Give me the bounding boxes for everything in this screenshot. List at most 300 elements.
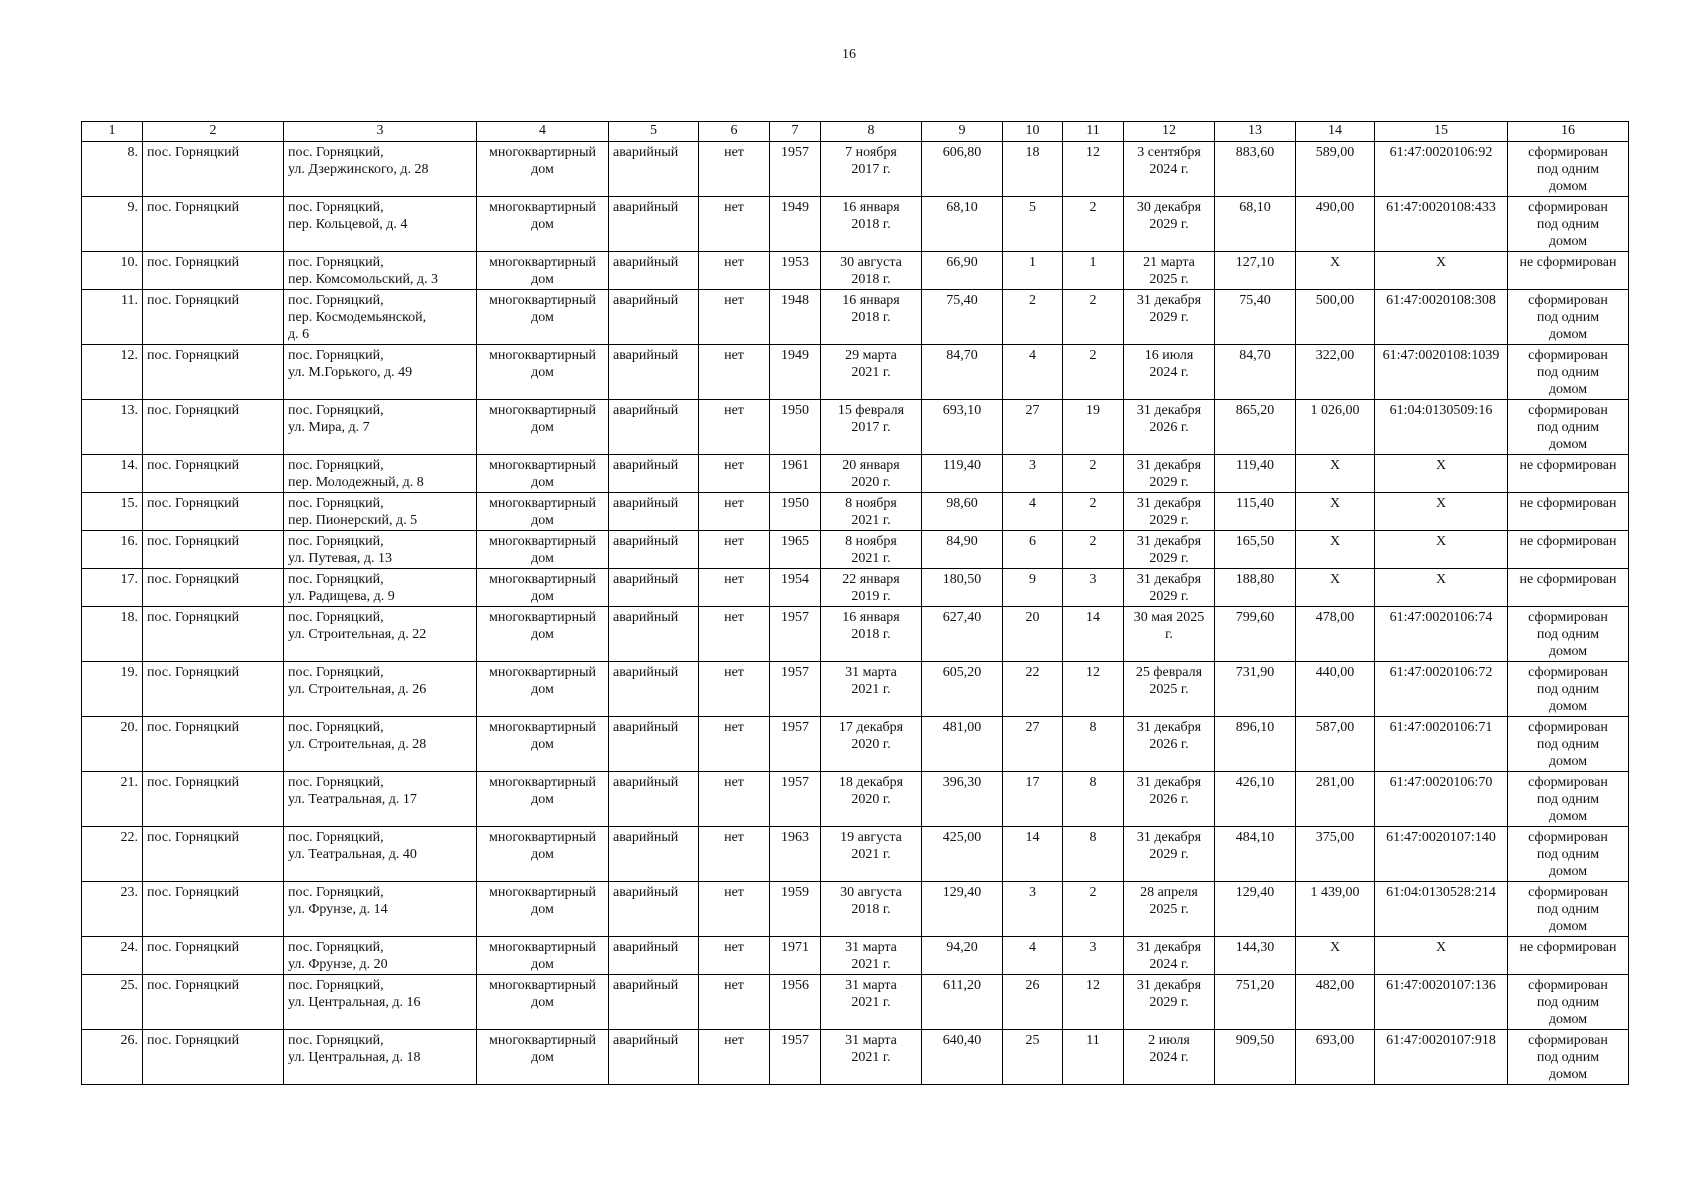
- cell-line: под одним: [1536, 682, 1600, 697]
- cell-cadastral: 61:47:0020106:74: [1375, 607, 1508, 662]
- cell-area: 611,20: [922, 975, 1003, 1030]
- cell-residents: 4: [1003, 937, 1063, 975]
- cell-flag: нет: [699, 827, 770, 882]
- header-cell: 10: [1003, 122, 1063, 142]
- cell-area: 605,20: [922, 662, 1003, 717]
- cell-line: 2021 г.: [851, 365, 891, 380]
- cell-deadline: [1124, 400, 1215, 455]
- cell-line: 2024 г.: [1149, 365, 1189, 380]
- cell-area: 98,60: [922, 493, 1003, 531]
- cell-year: 1959: [770, 882, 821, 937]
- cell-status: [1508, 197, 1629, 252]
- cell-date-recognized: [821, 252, 922, 290]
- cell-line: пос. Горняцкий,: [288, 496, 384, 511]
- cell-line: 2 июля: [1148, 1033, 1190, 1048]
- cell-num: 18.: [82, 607, 143, 662]
- cell-settlement: пос. Горняцкий: [143, 493, 284, 531]
- cell-line: 2021 г.: [851, 513, 891, 528]
- cell-line: пос. Горняцкий,: [288, 403, 384, 418]
- cell-land-area: 587,00: [1296, 717, 1375, 772]
- cell-line: 2029 г.: [1149, 513, 1189, 528]
- cell-rooms: 3: [1063, 937, 1124, 975]
- cell-deadline: [1124, 772, 1215, 827]
- cell-line: многоквартирный: [488, 885, 596, 900]
- table-row: [82, 1030, 1629, 1085]
- cell-line: 2021 г.: [851, 847, 891, 862]
- cell-rooms: 12: [1063, 142, 1124, 197]
- cell-state: аварийный: [609, 662, 699, 717]
- cell-num: 25.: [82, 975, 143, 1030]
- cell-type: [477, 937, 609, 975]
- cell-address: [284, 662, 477, 717]
- cell-line: 2029 г.: [1149, 847, 1189, 862]
- cell-rooms: 14: [1063, 607, 1124, 662]
- cell-rooms: 1: [1063, 252, 1124, 290]
- cell-line: 31 марта: [845, 940, 897, 955]
- cell-area2: 84,70: [1215, 345, 1296, 400]
- cell-area2: 127,10: [1215, 252, 1296, 290]
- cell-line: 31 марта: [845, 978, 897, 993]
- cell-status: [1508, 493, 1629, 531]
- header-row: [82, 122, 1629, 142]
- cell-line: 16 января: [842, 293, 900, 308]
- cell-line: сформирован: [1528, 200, 1608, 215]
- cell-area: 606,80: [922, 142, 1003, 197]
- cell-status: [1508, 345, 1629, 400]
- cell-line: 8 ноября: [845, 496, 897, 511]
- cell-line: многоквартирный: [488, 293, 596, 308]
- cell-line: 2029 г.: [1149, 310, 1189, 325]
- cell-address: [284, 882, 477, 937]
- cell-line: 18 декабря: [838, 775, 904, 790]
- cell-area2: 909,50: [1215, 1030, 1296, 1085]
- cell-type: [477, 345, 609, 400]
- cell-num: 20.: [82, 717, 143, 772]
- cell-state: аварийный: [609, 493, 699, 531]
- cell-line: пос. Горняцкий,: [288, 145, 384, 160]
- cell-year: 1948: [770, 290, 821, 345]
- header-cell: 5: [609, 122, 699, 142]
- cell-line: 2020 г.: [851, 737, 891, 752]
- cell-line: сформирован: [1528, 665, 1608, 680]
- cell-line: многоквартирный: [488, 940, 596, 955]
- cell-status: [1508, 531, 1629, 569]
- cell-num: 16.: [82, 531, 143, 569]
- cell-settlement: пос. Горняцкий: [143, 197, 284, 252]
- cell-state: аварийный: [609, 937, 699, 975]
- cell-line: 20 января: [842, 458, 900, 473]
- cell-date-recognized: [821, 142, 922, 197]
- cell-line: 31 декабря: [1136, 458, 1202, 473]
- cell-line: под одним: [1536, 792, 1600, 807]
- cell-flag: нет: [699, 142, 770, 197]
- cell-area: 425,00: [922, 827, 1003, 882]
- cell-area: 75,40: [922, 290, 1003, 345]
- cell-line: под одним: [1536, 847, 1600, 862]
- cell-status: [1508, 400, 1629, 455]
- cell-date-recognized: [821, 662, 922, 717]
- cell-deadline: [1124, 827, 1215, 882]
- cell-rooms: 19: [1063, 400, 1124, 455]
- cell-line: ул. Центральная, д. 16: [288, 995, 421, 1010]
- cell-num: 11.: [82, 290, 143, 345]
- cell-status: [1508, 1030, 1629, 1085]
- table-row: [82, 937, 1629, 975]
- cell-land-area: 478,00: [1296, 607, 1375, 662]
- cell-line: сформирован: [1528, 293, 1608, 308]
- cell-line: 31 декабря: [1136, 293, 1202, 308]
- cell-status: [1508, 772, 1629, 827]
- cell-cadastral: 61:04:0130509:16: [1375, 400, 1508, 455]
- cell-deadline: [1124, 142, 1215, 197]
- cell-residents: 20: [1003, 607, 1063, 662]
- cell-rooms: 2: [1063, 455, 1124, 493]
- cell-settlement: пос. Горняцкий: [143, 1030, 284, 1085]
- cell-line: 2024 г.: [1149, 1050, 1189, 1065]
- cell-line: 2020 г.: [851, 792, 891, 807]
- cell-line: под одним: [1536, 902, 1600, 917]
- cell-state: аварийный: [609, 717, 699, 772]
- cell-line: 3 сентября: [1137, 145, 1201, 160]
- cell-address: [284, 252, 477, 290]
- table-row: [82, 197, 1629, 252]
- cell-line: сформирован: [1528, 403, 1608, 418]
- cell-state: аварийный: [609, 142, 699, 197]
- cell-state: аварийный: [609, 400, 699, 455]
- cell-line: 2026 г.: [1149, 792, 1189, 807]
- cell-flag: нет: [699, 290, 770, 345]
- cell-num: 17.: [82, 569, 143, 607]
- cell-area2: 75,40: [1215, 290, 1296, 345]
- cell-line: дом: [531, 217, 554, 232]
- cell-area: 84,90: [922, 531, 1003, 569]
- cell-line: 2018 г.: [851, 310, 891, 325]
- cell-area: 66,90: [922, 252, 1003, 290]
- cell-settlement: пос. Горняцкий: [143, 717, 284, 772]
- cell-state: аварийный: [609, 607, 699, 662]
- cell-area2: 896,10: [1215, 717, 1296, 772]
- cell-residents: 4: [1003, 345, 1063, 400]
- cell-line: 2018 г.: [851, 217, 891, 232]
- table-row: [82, 717, 1629, 772]
- cell-state: аварийный: [609, 197, 699, 252]
- cell-line: 31 марта: [845, 1033, 897, 1048]
- cell-line: сформирован: [1528, 610, 1608, 625]
- cell-line: многоквартирный: [488, 496, 596, 511]
- cell-land-area: X: [1296, 937, 1375, 975]
- cell-line: пос. Горняцкий,: [288, 572, 384, 587]
- cell-line: 2029 г.: [1149, 551, 1189, 566]
- cell-line: 17 декабря: [838, 720, 904, 735]
- cell-line: 30 августа: [840, 255, 902, 270]
- cell-line: 16 июля: [1144, 348, 1194, 363]
- cell-residents: 6: [1003, 531, 1063, 569]
- cell-residents: 3: [1003, 882, 1063, 937]
- cell-flag: нет: [699, 493, 770, 531]
- header-cell: 16: [1508, 122, 1629, 142]
- cell-land-area: 1 026,00: [1296, 400, 1375, 455]
- cell-type: [477, 400, 609, 455]
- table-row: [82, 400, 1629, 455]
- cell-line: 2018 г.: [851, 902, 891, 917]
- cell-line: 2021 г.: [851, 682, 891, 697]
- header-cell: 13: [1215, 122, 1296, 142]
- cell-status: [1508, 142, 1629, 197]
- cell-settlement: пос. Горняцкий: [143, 772, 284, 827]
- cell-type: [477, 197, 609, 252]
- cell-type: [477, 1030, 609, 1085]
- cell-residents: 4: [1003, 493, 1063, 531]
- cell-year: 1965: [770, 531, 821, 569]
- cell-address: [284, 772, 477, 827]
- cell-line: пер. Пионерский, д. 5: [288, 513, 418, 528]
- cell-type: [477, 772, 609, 827]
- cell-deadline: [1124, 197, 1215, 252]
- cell-rooms: 8: [1063, 717, 1124, 772]
- cell-flag: нет: [699, 252, 770, 290]
- cell-line: под одним: [1536, 627, 1600, 642]
- cell-residents: 27: [1003, 400, 1063, 455]
- header-cell: 3: [284, 122, 477, 142]
- cell-area: 640,40: [922, 1030, 1003, 1085]
- cell-line: 16 января: [842, 610, 900, 625]
- cell-year: 1949: [770, 197, 821, 252]
- header-cell: 7: [770, 122, 821, 142]
- cell-year: 1957: [770, 607, 821, 662]
- cell-line: не сформирован: [1519, 496, 1617, 511]
- cell-deadline: [1124, 493, 1215, 531]
- cell-flag: нет: [699, 937, 770, 975]
- cell-deadline: [1124, 531, 1215, 569]
- cell-address: [284, 455, 477, 493]
- cell-area2: 129,40: [1215, 882, 1296, 937]
- cell-date-recognized: [821, 772, 922, 827]
- cell-line: 2026 г.: [1149, 420, 1189, 435]
- cell-line: 2029 г.: [1149, 995, 1189, 1010]
- cell-cadastral: 61:47:0020106:70: [1375, 772, 1508, 827]
- cell-date-recognized: [821, 717, 922, 772]
- cell-line: домом: [1548, 1067, 1588, 1082]
- cell-deadline: [1124, 252, 1215, 290]
- cell-area2: 484,10: [1215, 827, 1296, 882]
- cell-deadline: [1124, 1030, 1215, 1085]
- cell-line: ул. Фрунзе, д. 14: [288, 902, 388, 917]
- cell-date-recognized: [821, 290, 922, 345]
- table-row: [82, 142, 1629, 197]
- cell-line: многоквартирный: [488, 665, 596, 680]
- table-row: [82, 607, 1629, 662]
- table-row: [82, 662, 1629, 717]
- cell-line: сформирован: [1528, 775, 1608, 790]
- header-cell: 6: [699, 122, 770, 142]
- cell-line: многоквартирный: [488, 534, 596, 549]
- cell-line: ул. Строительная, д. 28: [288, 737, 427, 752]
- cell-line: 29 марта: [845, 348, 897, 363]
- cell-cadastral: 61:47:0020106:92: [1375, 142, 1508, 197]
- cell-settlement: пос. Горняцкий: [143, 345, 284, 400]
- cell-rooms: 2: [1063, 882, 1124, 937]
- cell-area: 627,40: [922, 607, 1003, 662]
- table-row: [82, 493, 1629, 531]
- cell-settlement: пос. Горняцкий: [143, 607, 284, 662]
- cell-year: 1957: [770, 142, 821, 197]
- cell-rooms: 2: [1063, 493, 1124, 531]
- cell-line: под одним: [1536, 737, 1600, 752]
- cell-num: 9.: [82, 197, 143, 252]
- cell-status: [1508, 252, 1629, 290]
- cell-line: 2018 г.: [851, 627, 891, 642]
- cell-line: 28 апреля: [1140, 885, 1198, 900]
- cell-deadline: [1124, 569, 1215, 607]
- cell-line: 31 декабря: [1136, 940, 1202, 955]
- cell-cadastral: 61:04:0130528:214: [1375, 882, 1508, 937]
- cell-num: 23.: [82, 882, 143, 937]
- cell-line: под одним: [1536, 1050, 1600, 1065]
- cell-date-recognized: [821, 197, 922, 252]
- cell-line: пер. Космодемьянской,: [288, 310, 427, 325]
- cell-status: [1508, 569, 1629, 607]
- cell-line: дом: [531, 162, 554, 177]
- cell-deadline: [1124, 345, 1215, 400]
- cell-date-recognized: [821, 607, 922, 662]
- cell-type: [477, 717, 609, 772]
- cell-line: 31 марта: [845, 665, 897, 680]
- cell-status: [1508, 882, 1629, 937]
- cell-line: пос. Горняцкий,: [288, 1033, 384, 1048]
- table-row: [82, 531, 1629, 569]
- table-row: [82, 290, 1629, 345]
- cell-line: 31 декабря: [1136, 534, 1202, 549]
- cell-flag: нет: [699, 455, 770, 493]
- cell-flag: нет: [699, 345, 770, 400]
- cell-rooms: 2: [1063, 290, 1124, 345]
- cell-deadline: [1124, 662, 1215, 717]
- cell-type: [477, 493, 609, 531]
- cell-residents: 2: [1003, 290, 1063, 345]
- cell-line: 25 февраля: [1135, 665, 1203, 680]
- cell-line: 2025 г.: [1149, 272, 1189, 287]
- cell-num: 12.: [82, 345, 143, 400]
- cell-address: [284, 531, 477, 569]
- cell-line: пер. Комсомольский, д. 3: [288, 272, 439, 287]
- cell-line: ул. Мира, д. 7: [288, 420, 370, 435]
- cell-year: 1956: [770, 975, 821, 1030]
- cell-area2: 731,90: [1215, 662, 1296, 717]
- cell-date-recognized: [821, 531, 922, 569]
- cell-rooms: 8: [1063, 827, 1124, 882]
- cell-cadastral: 61:47:0020107:140: [1375, 827, 1508, 882]
- cell-type: [477, 252, 609, 290]
- cell-line: домом: [1548, 382, 1588, 397]
- cell-flag: нет: [699, 569, 770, 607]
- cell-line: 2024 г.: [1149, 957, 1189, 972]
- cell-line: многоквартирный: [488, 610, 596, 625]
- cell-line: сформирован: [1528, 885, 1608, 900]
- cell-line: 2026 г.: [1149, 737, 1189, 752]
- cell-address: [284, 827, 477, 882]
- cell-flag: нет: [699, 772, 770, 827]
- cell-area: 94,20: [922, 937, 1003, 975]
- cell-address: [284, 493, 477, 531]
- cell-line: пос. Горняцкий,: [288, 610, 384, 625]
- cell-year: 1950: [770, 400, 821, 455]
- cell-status: [1508, 290, 1629, 345]
- cell-type: [477, 882, 609, 937]
- cell-line: дом: [531, 737, 554, 752]
- cell-line: 2021 г.: [851, 1050, 891, 1065]
- cell-num: 19.: [82, 662, 143, 717]
- cell-area: 481,00: [922, 717, 1003, 772]
- header-cell: 2: [143, 122, 284, 142]
- cell-area2: 68,10: [1215, 197, 1296, 252]
- header-cell: 14: [1296, 122, 1375, 142]
- cell-line: многоквартирный: [488, 572, 596, 587]
- header-cell: 12: [1124, 122, 1215, 142]
- cell-type: [477, 531, 609, 569]
- cell-status: [1508, 975, 1629, 1030]
- cell-line: дом: [531, 792, 554, 807]
- cell-line: под одним: [1536, 420, 1600, 435]
- cell-status: [1508, 717, 1629, 772]
- cell-state: аварийный: [609, 252, 699, 290]
- cell-line: ул. Фрунзе, д. 20: [288, 957, 388, 972]
- cell-line: дом: [531, 902, 554, 917]
- cell-year: 1957: [770, 662, 821, 717]
- header-cell: 11: [1063, 122, 1124, 142]
- cell-line: пос. Горняцкий,: [288, 775, 384, 790]
- cell-line: 2017 г.: [851, 162, 891, 177]
- cell-settlement: пос. Горняцкий: [143, 252, 284, 290]
- cell-settlement: пос. Горняцкий: [143, 531, 284, 569]
- cell-line: 21 марта: [1143, 255, 1195, 270]
- cell-year: 1957: [770, 717, 821, 772]
- cell-settlement: пос. Горняцкий: [143, 827, 284, 882]
- cell-date-recognized: [821, 493, 922, 531]
- cell-type: [477, 569, 609, 607]
- cell-cadastral: 61:47:0020108:308: [1375, 290, 1508, 345]
- cell-line: 15 февраля: [837, 403, 905, 418]
- cell-line: дом: [531, 1050, 554, 1065]
- cell-line: 31 декабря: [1136, 775, 1202, 790]
- cell-residents: 17: [1003, 772, 1063, 827]
- cell-flag: нет: [699, 882, 770, 937]
- cell-address: [284, 717, 477, 772]
- cell-line: 2025 г.: [1149, 902, 1189, 917]
- cell-type: [477, 827, 609, 882]
- cell-line: сформирован: [1528, 720, 1608, 735]
- cell-residents: 14: [1003, 827, 1063, 882]
- cell-area: 129,40: [922, 882, 1003, 937]
- cell-rooms: 12: [1063, 662, 1124, 717]
- cell-settlement: пос. Горняцкий: [143, 975, 284, 1030]
- cell-land-area: 281,00: [1296, 772, 1375, 827]
- cell-flag: нет: [699, 717, 770, 772]
- cell-area2: 865,20: [1215, 400, 1296, 455]
- cell-line: многоквартирный: [488, 200, 596, 215]
- cell-cadastral: X: [1375, 531, 1508, 569]
- cell-line: 16 января: [842, 200, 900, 215]
- cell-cadastral: 61:47:0020106:71: [1375, 717, 1508, 772]
- cell-line: домом: [1548, 179, 1588, 194]
- table-row: [82, 345, 1629, 400]
- cell-line: 31 декабря: [1136, 978, 1202, 993]
- cell-line: 31 декабря: [1136, 403, 1202, 418]
- cell-line: 2017 г.: [851, 420, 891, 435]
- cell-land-area: X: [1296, 569, 1375, 607]
- cell-type: [477, 290, 609, 345]
- cell-line: 8 ноября: [845, 534, 897, 549]
- cell-line: ул. Дзержинского, д. 28: [288, 162, 429, 177]
